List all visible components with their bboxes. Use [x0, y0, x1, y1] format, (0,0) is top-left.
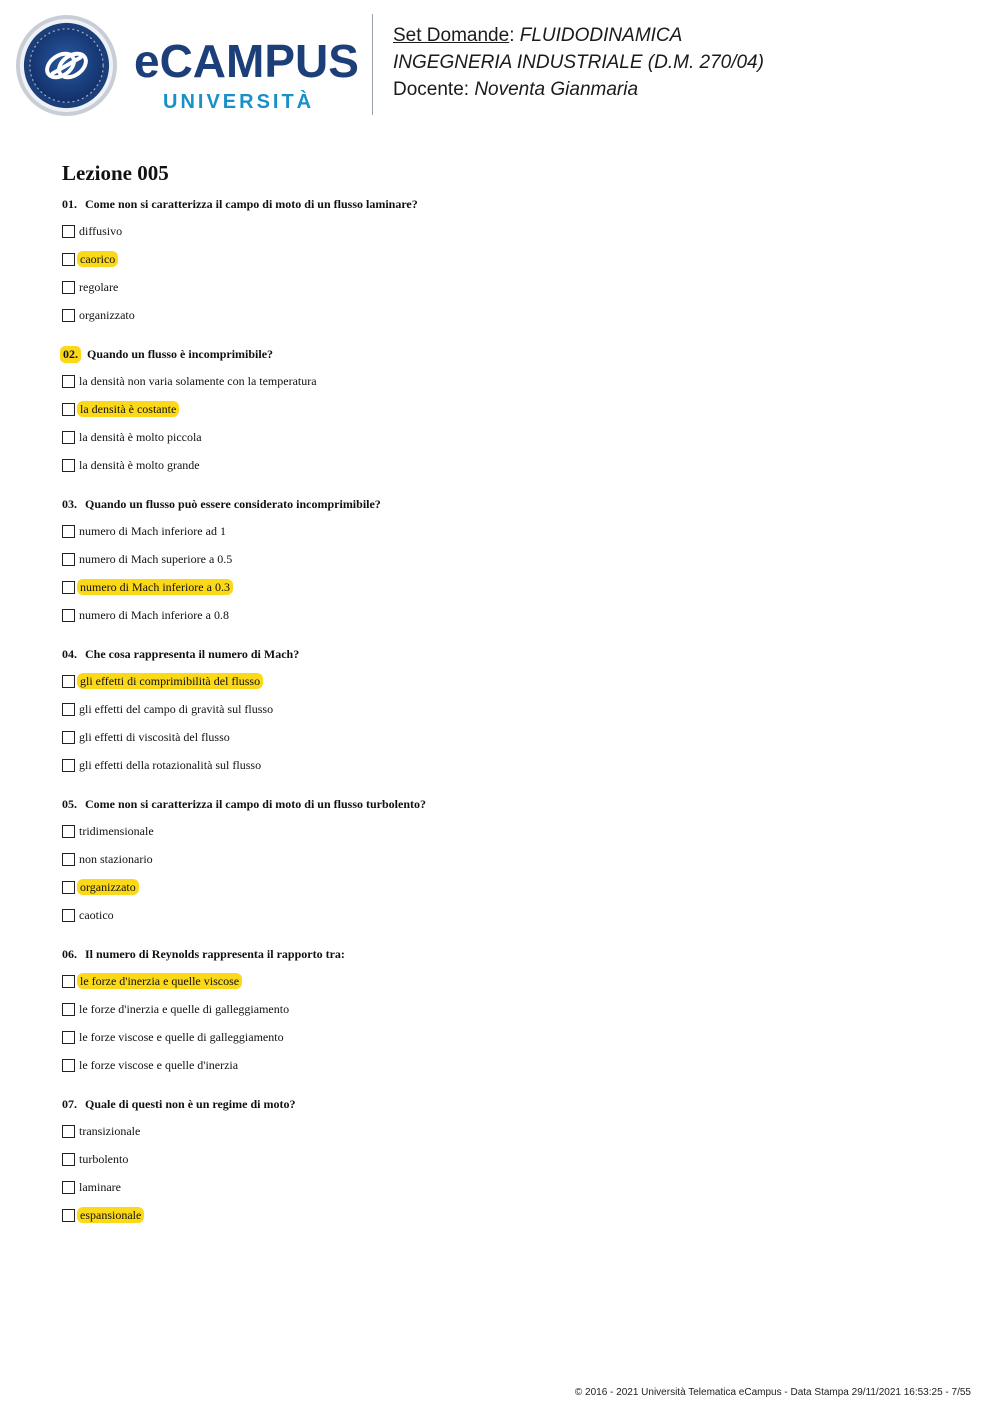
lesson-title: Lezione 005	[62, 161, 169, 185]
answer-text-highlighted: le forze d'inerzia e quelle viscose	[77, 973, 242, 989]
answer-option[interactable]	[62, 729, 942, 745]
answer-option[interactable]	[62, 429, 942, 445]
question-number: 03.	[62, 497, 77, 511]
teacher-name: Noventa Gianmaria	[474, 79, 639, 100]
question-text: Il numero di Reynolds rappresenta il rapporto tra:	[85, 947, 345, 961]
question-number: 05.	[62, 797, 77, 811]
question-block	[62, 346, 942, 473]
answer-checkbox[interactable]	[62, 1153, 75, 1166]
answer-option[interactable]	[62, 1179, 942, 1195]
answer-option[interactable]	[62, 673, 942, 689]
answer-option[interactable]	[62, 457, 942, 473]
question-title	[62, 796, 942, 813]
answer-checkbox[interactable]	[62, 375, 75, 388]
course-name: INGEGNERIA INDUSTRIALE (D.M. 270/04)	[393, 52, 764, 73]
course-line	[393, 49, 764, 76]
header-info	[393, 22, 764, 103]
question-text: Che cosa rappresenta il numero di Mach?	[85, 647, 300, 661]
question-text: Come non si caratterizza il campo di moto di un flusso turbolento?	[85, 797, 426, 811]
question-title	[62, 946, 942, 963]
answer-option[interactable]	[62, 1029, 942, 1045]
question-number: 06.	[62, 947, 77, 961]
answer-text-highlighted: caorico	[77, 251, 118, 267]
question-title	[62, 1096, 942, 1113]
question-title	[62, 646, 942, 663]
answer-option[interactable]	[62, 1001, 942, 1017]
answer-option[interactable]	[62, 907, 942, 923]
answer-checkbox[interactable]	[62, 759, 75, 772]
answer-text: le forze viscose e quelle di galleggiamento	[79, 1030, 284, 1044]
question-block	[62, 196, 942, 323]
set-label: Set Domande	[393, 25, 510, 46]
logo-subtitle: UNIVERSITÀ	[163, 91, 315, 113]
answer-text: numero di Mach inferiore ad 1	[79, 524, 226, 538]
question-block	[62, 496, 942, 623]
answer-checkbox[interactable]	[62, 853, 75, 866]
answer-checkbox[interactable]	[62, 281, 75, 294]
answer-text-highlighted: espansionale	[77, 1207, 144, 1223]
answer-text: caotico	[79, 908, 114, 922]
answer-checkbox[interactable]	[62, 1003, 75, 1016]
answer-option[interactable]	[62, 973, 942, 989]
answer-text: non stazionario	[79, 852, 153, 866]
answer-option[interactable]	[62, 401, 942, 417]
question-list	[62, 196, 942, 1246]
question-number: 04.	[62, 647, 77, 661]
question-block	[62, 646, 942, 773]
answer-checkbox[interactable]	[62, 431, 75, 444]
set-line: Set Domande: FLUIDODINAMICA	[393, 25, 683, 46]
page-footer: © 2016 - 2021 Università Telematica eCampus - Data Stampa 29/11/2021 16:53:25 - 7/55	[574, 1387, 971, 1398]
answer-option[interactable]	[62, 251, 942, 267]
answer-option[interactable]	[62, 307, 942, 323]
answer-checkbox[interactable]	[62, 525, 75, 538]
answer-option[interactable]	[62, 579, 942, 595]
answer-checkbox[interactable]	[62, 1125, 75, 1138]
question-number: 07.	[62, 1097, 77, 1111]
answer-checkbox[interactable]	[62, 459, 75, 472]
question-text: Quando un flusso può essere considerato incomprimibile?	[85, 497, 381, 511]
question-text: Come non si caratterizza il campo di moto di un flusso laminare?	[85, 197, 418, 211]
answer-option[interactable]	[62, 1057, 942, 1073]
answer-checkbox[interactable]	[62, 1059, 75, 1072]
teacher-line	[393, 76, 764, 103]
answer-option[interactable]	[62, 1123, 942, 1139]
answer-checkbox[interactable]	[62, 881, 75, 894]
answer-checkbox[interactable]	[62, 553, 75, 566]
set-value: FLUIDODINAMICA	[519, 25, 683, 46]
answer-checkbox[interactable]	[62, 731, 75, 744]
answer-text: organizzato	[79, 308, 135, 322]
question-block	[62, 946, 942, 1073]
answer-text: transizionale	[79, 1124, 141, 1138]
answer-text: gli effetti di viscosità del flusso	[79, 730, 230, 744]
answer-text: numero di Mach inferiore a 0.8	[79, 608, 229, 622]
answer-checkbox[interactable]	[62, 1181, 75, 1194]
answer-text: la densità è molto piccola	[79, 430, 202, 444]
answer-text: turbolento	[79, 1152, 129, 1166]
answer-text-highlighted: la densità è costante	[77, 401, 179, 417]
answer-checkbox[interactable]	[62, 703, 75, 716]
answer-text: gli effetti della rotazionalità sul flusso	[79, 758, 262, 772]
answer-text: la densità non varia solamente con la temperatura	[79, 374, 317, 388]
answer-checkbox[interactable]	[62, 825, 75, 838]
ecampus-logo	[15, 14, 360, 119]
question-number: 01.	[62, 197, 77, 211]
question-title	[62, 496, 942, 513]
answer-option[interactable]	[62, 1207, 942, 1223]
answer-option[interactable]	[62, 279, 942, 295]
answer-checkbox[interactable]	[62, 675, 75, 688]
answer-checkbox[interactable]	[62, 609, 75, 622]
teacher-label: Docente:	[393, 79, 470, 100]
answer-option[interactable]	[62, 851, 942, 867]
answer-option[interactable]	[62, 223, 942, 239]
answer-checkbox[interactable]	[62, 581, 75, 594]
answer-checkbox[interactable]	[62, 225, 75, 238]
answer-option[interactable]	[62, 757, 942, 773]
answer-text: regolare	[79, 280, 119, 294]
answer-text: la densità è molto grande	[79, 458, 200, 472]
answer-checkbox[interactable]	[62, 1209, 75, 1222]
header-divider	[372, 14, 373, 115]
question-text: Quando un flusso è incomprimibile?	[87, 347, 274, 361]
answer-text-highlighted: organizzato	[77, 879, 139, 895]
answer-option[interactable]	[62, 607, 942, 623]
answer-checkbox[interactable]	[62, 975, 75, 988]
answer-text: gli effetti del campo di gravità sul flusso	[79, 702, 274, 716]
question-title	[62, 346, 942, 363]
answer-option[interactable]	[62, 373, 942, 389]
answer-text: le forze viscose e quelle d'inerzia	[79, 1058, 239, 1072]
answer-checkbox[interactable]	[62, 403, 75, 416]
answer-text: numero di Mach superiore a 0.5	[79, 552, 233, 566]
answer-text: le forze d'inerzia e quelle di galleggiamento	[79, 1002, 290, 1016]
answer-option[interactable]	[62, 879, 942, 895]
answer-checkbox[interactable]	[62, 253, 75, 266]
answer-text: diffusivo	[79, 224, 123, 238]
answer-option[interactable]	[62, 523, 942, 539]
question-title	[62, 196, 942, 213]
answer-text-highlighted: gli effetti di comprimibilità del flusso	[77, 673, 263, 689]
question-block	[62, 1096, 942, 1223]
answer-option[interactable]	[62, 823, 942, 839]
answer-text-highlighted: numero di Mach inferiore a 0.3	[77, 579, 233, 595]
answer-checkbox[interactable]	[62, 1031, 75, 1044]
logo-wordmark: eCAMPUS	[134, 35, 359, 87]
answer-text: laminare	[79, 1180, 121, 1194]
question-text: Quale di questi non è un regime di moto?	[85, 1097, 296, 1111]
university-seal-icon	[15, 14, 118, 117]
answer-option[interactable]	[62, 1151, 942, 1167]
answer-text: tridimensionale	[79, 824, 154, 838]
question-number: 02.	[60, 346, 81, 363]
answer-checkbox[interactable]	[62, 309, 75, 322]
answer-checkbox[interactable]	[62, 909, 75, 922]
answer-option[interactable]	[62, 551, 942, 567]
answer-option[interactable]	[62, 701, 942, 717]
question-block	[62, 796, 942, 923]
